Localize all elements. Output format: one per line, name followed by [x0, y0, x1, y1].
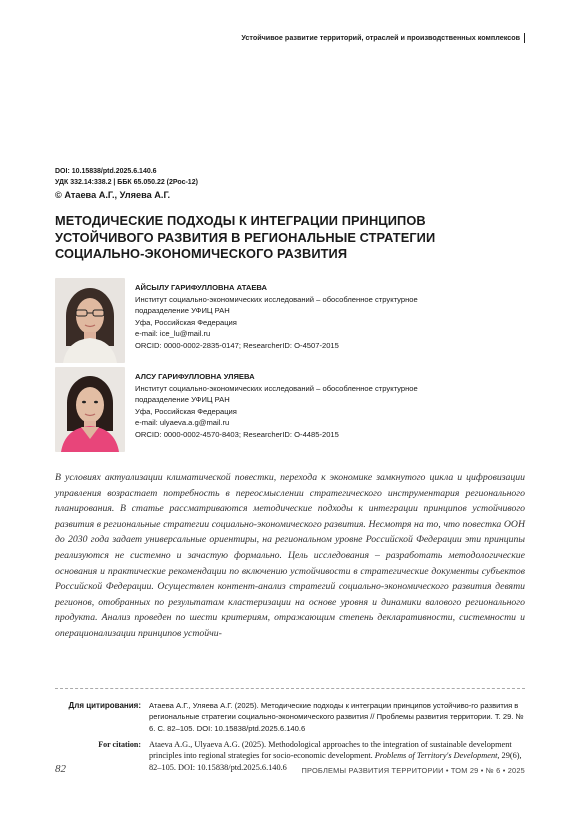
citation-en-main: Ataeva A.G., Ulyaeva A.G. (2025). Methodological approaches to the integration of sustainable development principles into regional strategies for socio-economic development. [149, 740, 512, 761]
author-institute: Институт социально-экономических исследований – обособленное структурное [135, 383, 418, 393]
citation-label-ru: Для цитирования: [68, 701, 141, 710]
author-ids: ORCID: 0000-0002-4570-8403; ResearcherID: O-4485-2015 [135, 429, 339, 439]
author-institute: Институт социально-экономических исследований – обособленное структурное [135, 294, 418, 304]
author-institute-cont: подразделение УФИЦ РАН [135, 395, 230, 405]
author-name: АЙСЫЛУ ГАРИФУЛЛОВНА АТАЕВА [135, 283, 268, 292]
author-ids: ORCID: 0000-0002-2835-0147; ResearcherID: O-4507-2015 [135, 340, 339, 350]
author-city: Уфа, Российская Федерация [135, 406, 237, 416]
page-number: 82 [55, 763, 66, 775]
header-rule [524, 33, 526, 43]
author-info [135, 371, 525, 441]
udk-bbk: УДК 332.14:338.2 | ББК 65.050.22 (2Рос-12) [55, 179, 198, 186]
author-email[interactable]: e-mail: ice_lu@mail.ru [135, 329, 211, 339]
citation-text-ru: Атаева А.Г., Уляева А.Г. (2025). Методические подходы к интеграции принципов устойчиво-го развития в региональные стратегии социально-экономического развития // Проблемы развития территории. Т. 29. № 6. С. 82–105. DOI: 10.15838/ptd.2025.6.140.6 [149, 701, 524, 733]
author-institute-cont: подразделение УФИЦ РАН [135, 306, 230, 316]
author-block [55, 278, 525, 366]
author-photo [55, 278, 125, 363]
copyright: © Атаева А.Г., Уляева А.Г. [55, 190, 171, 200]
author-city: Уфа, Российская Федерация [135, 317, 237, 327]
citation-label-en: For citation: [98, 740, 141, 749]
author-email[interactable]: e-mail: ulyaeva.a.g@mail.ru [135, 418, 230, 428]
doi[interactable]: DOI: 10.15838/ptd.2025.6.140.6 [55, 168, 157, 175]
citation-divider [55, 688, 525, 689]
citation-en-journal: Problems of Territory's Development [374, 751, 498, 761]
footer-journal: ПРОБЛЕМЫ РАЗВИТИЯ ТЕРРИТОРИИ • ТОМ 29 • № 6 • 2025 [301, 766, 525, 775]
author-photo [55, 367, 125, 452]
author-name: АЛСУ ГАРИФУЛЛОВНА УЛЯЕВА [135, 372, 255, 381]
citation-en-tail: , 29(6), 82–105. DOI: 10.15838/ptd.2025.6.140.6 [149, 751, 522, 772]
article-title: МЕТОДИЧЕСКИЕ ПОДХОДЫ К ИНТЕГРАЦИИ ПРИНЦИПОВ УСТОЙЧИВОГО РАЗВИТИЯ В РЕГИОНАЛЬНЫЕ СТРАТЕГИИ СОЦИАЛЬНО-ЭКОНОМИЧЕСКОГО РАЗВИТИЯ [55, 213, 436, 261]
running-header: Устойчивое развитие территорий, отраслей и производственных комплексов [241, 33, 520, 42]
abstract: В условиях актуализации климатической повестки, перехода к экономике замкнутого цикла и цифровизации управления возрастает потребность в переосмыслении стратегического инструментария регионального планирования. В статье рассматриваются методические подходы к интеграции принципов устойчивого развития в региональные стратегии социально-экономического развития. Несмотря на то, что повестка ООН до 2030 года задает универсальные ориентиры, на региональном уровне Российской Федерации эти принципы реализуются не системно и зачастую формально. Цель исследования – разработать методологические основания и практические рекомендации по включению устойчивости в стратегические документы субъектов Российской Федерации. Осуществлен контент-анализ стратегий социально-экономического развития девяти регионов, отобранных по результатам кластеризации на основе уровня и динамики валового регионального продукта. Анализ проведен по шести критериям, отражающим степень декларативности, системности и операционализации принципов устойчи- [55, 472, 525, 639]
article-meta [55, 166, 198, 201]
author-info [135, 282, 525, 352]
author-block [55, 367, 525, 455]
